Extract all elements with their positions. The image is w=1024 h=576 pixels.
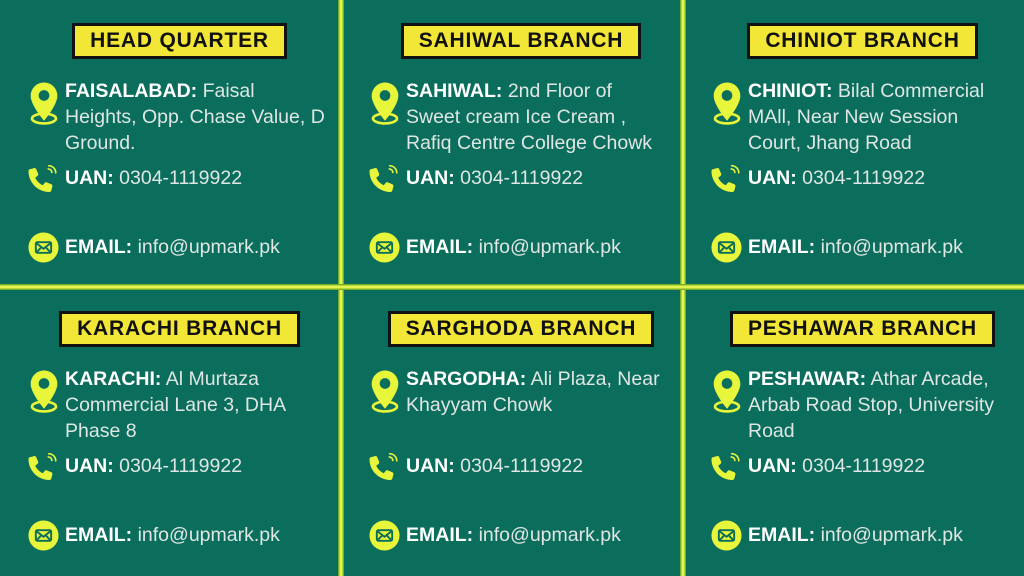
uan-label: UAN: [406, 454, 455, 477]
email-row [711, 232, 1014, 263]
uan-value: 0304-1119922 [802, 166, 926, 189]
uan-label: UAN: [748, 166, 797, 189]
email-value: info@upmark.pk [820, 523, 963, 546]
uan-label: UAN: [406, 166, 455, 189]
city-label: SARGODHA: [406, 368, 527, 391]
branch-title: CHINIOT BRANCH [765, 29, 960, 52]
branch-title: PESHAWAR BRANCH [747, 317, 977, 340]
location-row [28, 79, 331, 165]
email-label: EMAIL: [748, 523, 816, 546]
branch-title-badge [388, 311, 655, 347]
branch-title-badge [730, 311, 995, 347]
uan-value: 0304-1119922 [119, 454, 243, 477]
location-row [369, 367, 673, 453]
email-value: info@upmark.pk [137, 235, 280, 258]
email-row [28, 520, 331, 551]
branch-title: KARACHI BRANCH [77, 317, 282, 340]
address-value: Ali Plaza, Near Khayyam Chowk [406, 368, 660, 416]
uan-value: 0304-1119922 [119, 166, 243, 189]
address-value: 2nd Floor of Sweet cream Ice Cream , Rafiq Centre College Chowk [406, 80, 653, 154]
branch-card-chiniot [683, 0, 1024, 288]
location-pin-icon [28, 369, 60, 413]
branch-title-badge [747, 23, 977, 59]
address-text [65, 367, 327, 444]
city-label: KARACHI: [65, 368, 162, 391]
phone-icon [711, 453, 741, 480]
uan-row [369, 453, 673, 480]
email-icon [369, 520, 400, 551]
branch-card-karachi [0, 288, 341, 576]
location-row [711, 367, 1014, 453]
address-value: Athar Arcade, Arbab Road Stop, University Road [748, 368, 995, 442]
location-row [711, 79, 1014, 165]
uan-label: UAN: [65, 454, 114, 477]
uan-row [369, 165, 673, 192]
email-row [28, 232, 331, 263]
email-icon [369, 232, 400, 263]
address-text [65, 79, 327, 156]
phone-icon [711, 165, 741, 192]
branch-title: SARGHODA BRANCH [405, 317, 637, 340]
branch-card-sarghoda [341, 288, 683, 576]
email-icon [711, 520, 742, 551]
address-value: Al Murtaza Commercial Lane 3, DHA Phase 8 [65, 368, 286, 442]
email-label: EMAIL: [65, 523, 133, 546]
branch-title-badge [59, 311, 300, 347]
address-text [406, 79, 668, 156]
city-label: PESHAWAR: [748, 368, 867, 391]
address-text [748, 79, 1010, 156]
location-row [369, 79, 673, 165]
uan-row [28, 165, 331, 192]
uan-row [28, 453, 331, 480]
email-icon [28, 232, 59, 263]
email-value: info@upmark.pk [137, 523, 280, 546]
email-icon [711, 232, 742, 263]
phone-icon [369, 453, 399, 480]
branch-card-sahiwal [341, 0, 683, 288]
email-label: EMAIL: [65, 235, 133, 258]
email-label: EMAIL: [406, 235, 474, 258]
uan-value: 0304-1119922 [802, 454, 926, 477]
address-value: Bilal Commercial MAll, Near New Session Court, Jhang Road [748, 80, 985, 154]
city-label: CHINIOT: [748, 80, 833, 103]
divider-horizontal [0, 284, 1024, 290]
city-label: FAISALABAD: [65, 80, 198, 103]
branch-card-peshawar [683, 288, 1024, 576]
email-row [711, 520, 1014, 551]
uan-label: UAN: [65, 166, 114, 189]
branch-card-head-quarter [0, 0, 341, 288]
address-value: Faisal Heights, Opp. Chase Value, D Ground. [65, 80, 325, 154]
location-pin-icon [711, 369, 743, 413]
address-text [406, 367, 668, 418]
email-value: info@upmark.pk [478, 235, 621, 258]
location-pin-icon [711, 81, 743, 125]
uan-row [711, 165, 1014, 192]
email-row [369, 232, 673, 263]
branch-title: SAHIWAL BRANCH [418, 29, 624, 52]
email-label: EMAIL: [406, 523, 474, 546]
uan-value: 0304-1119922 [460, 454, 584, 477]
uan-label: UAN: [748, 454, 797, 477]
location-pin-icon [369, 369, 401, 413]
location-row [28, 367, 331, 453]
phone-icon [369, 165, 399, 192]
email-label: EMAIL: [748, 235, 816, 258]
email-icon [28, 520, 59, 551]
branch-title-badge [72, 23, 287, 59]
phone-icon [28, 165, 58, 192]
uan-row [711, 453, 1014, 480]
city-label: SAHIWAL: [406, 80, 503, 103]
branch-title: HEAD QUARTER [90, 29, 269, 52]
email-row [369, 520, 673, 551]
branch-title-badge [401, 23, 641, 59]
email-value: info@upmark.pk [478, 523, 621, 546]
location-pin-icon [369, 81, 401, 125]
phone-icon [28, 453, 58, 480]
uan-value: 0304-1119922 [460, 166, 584, 189]
location-pin-icon [28, 81, 60, 125]
email-value: info@upmark.pk [820, 235, 963, 258]
address-text [748, 367, 1010, 444]
